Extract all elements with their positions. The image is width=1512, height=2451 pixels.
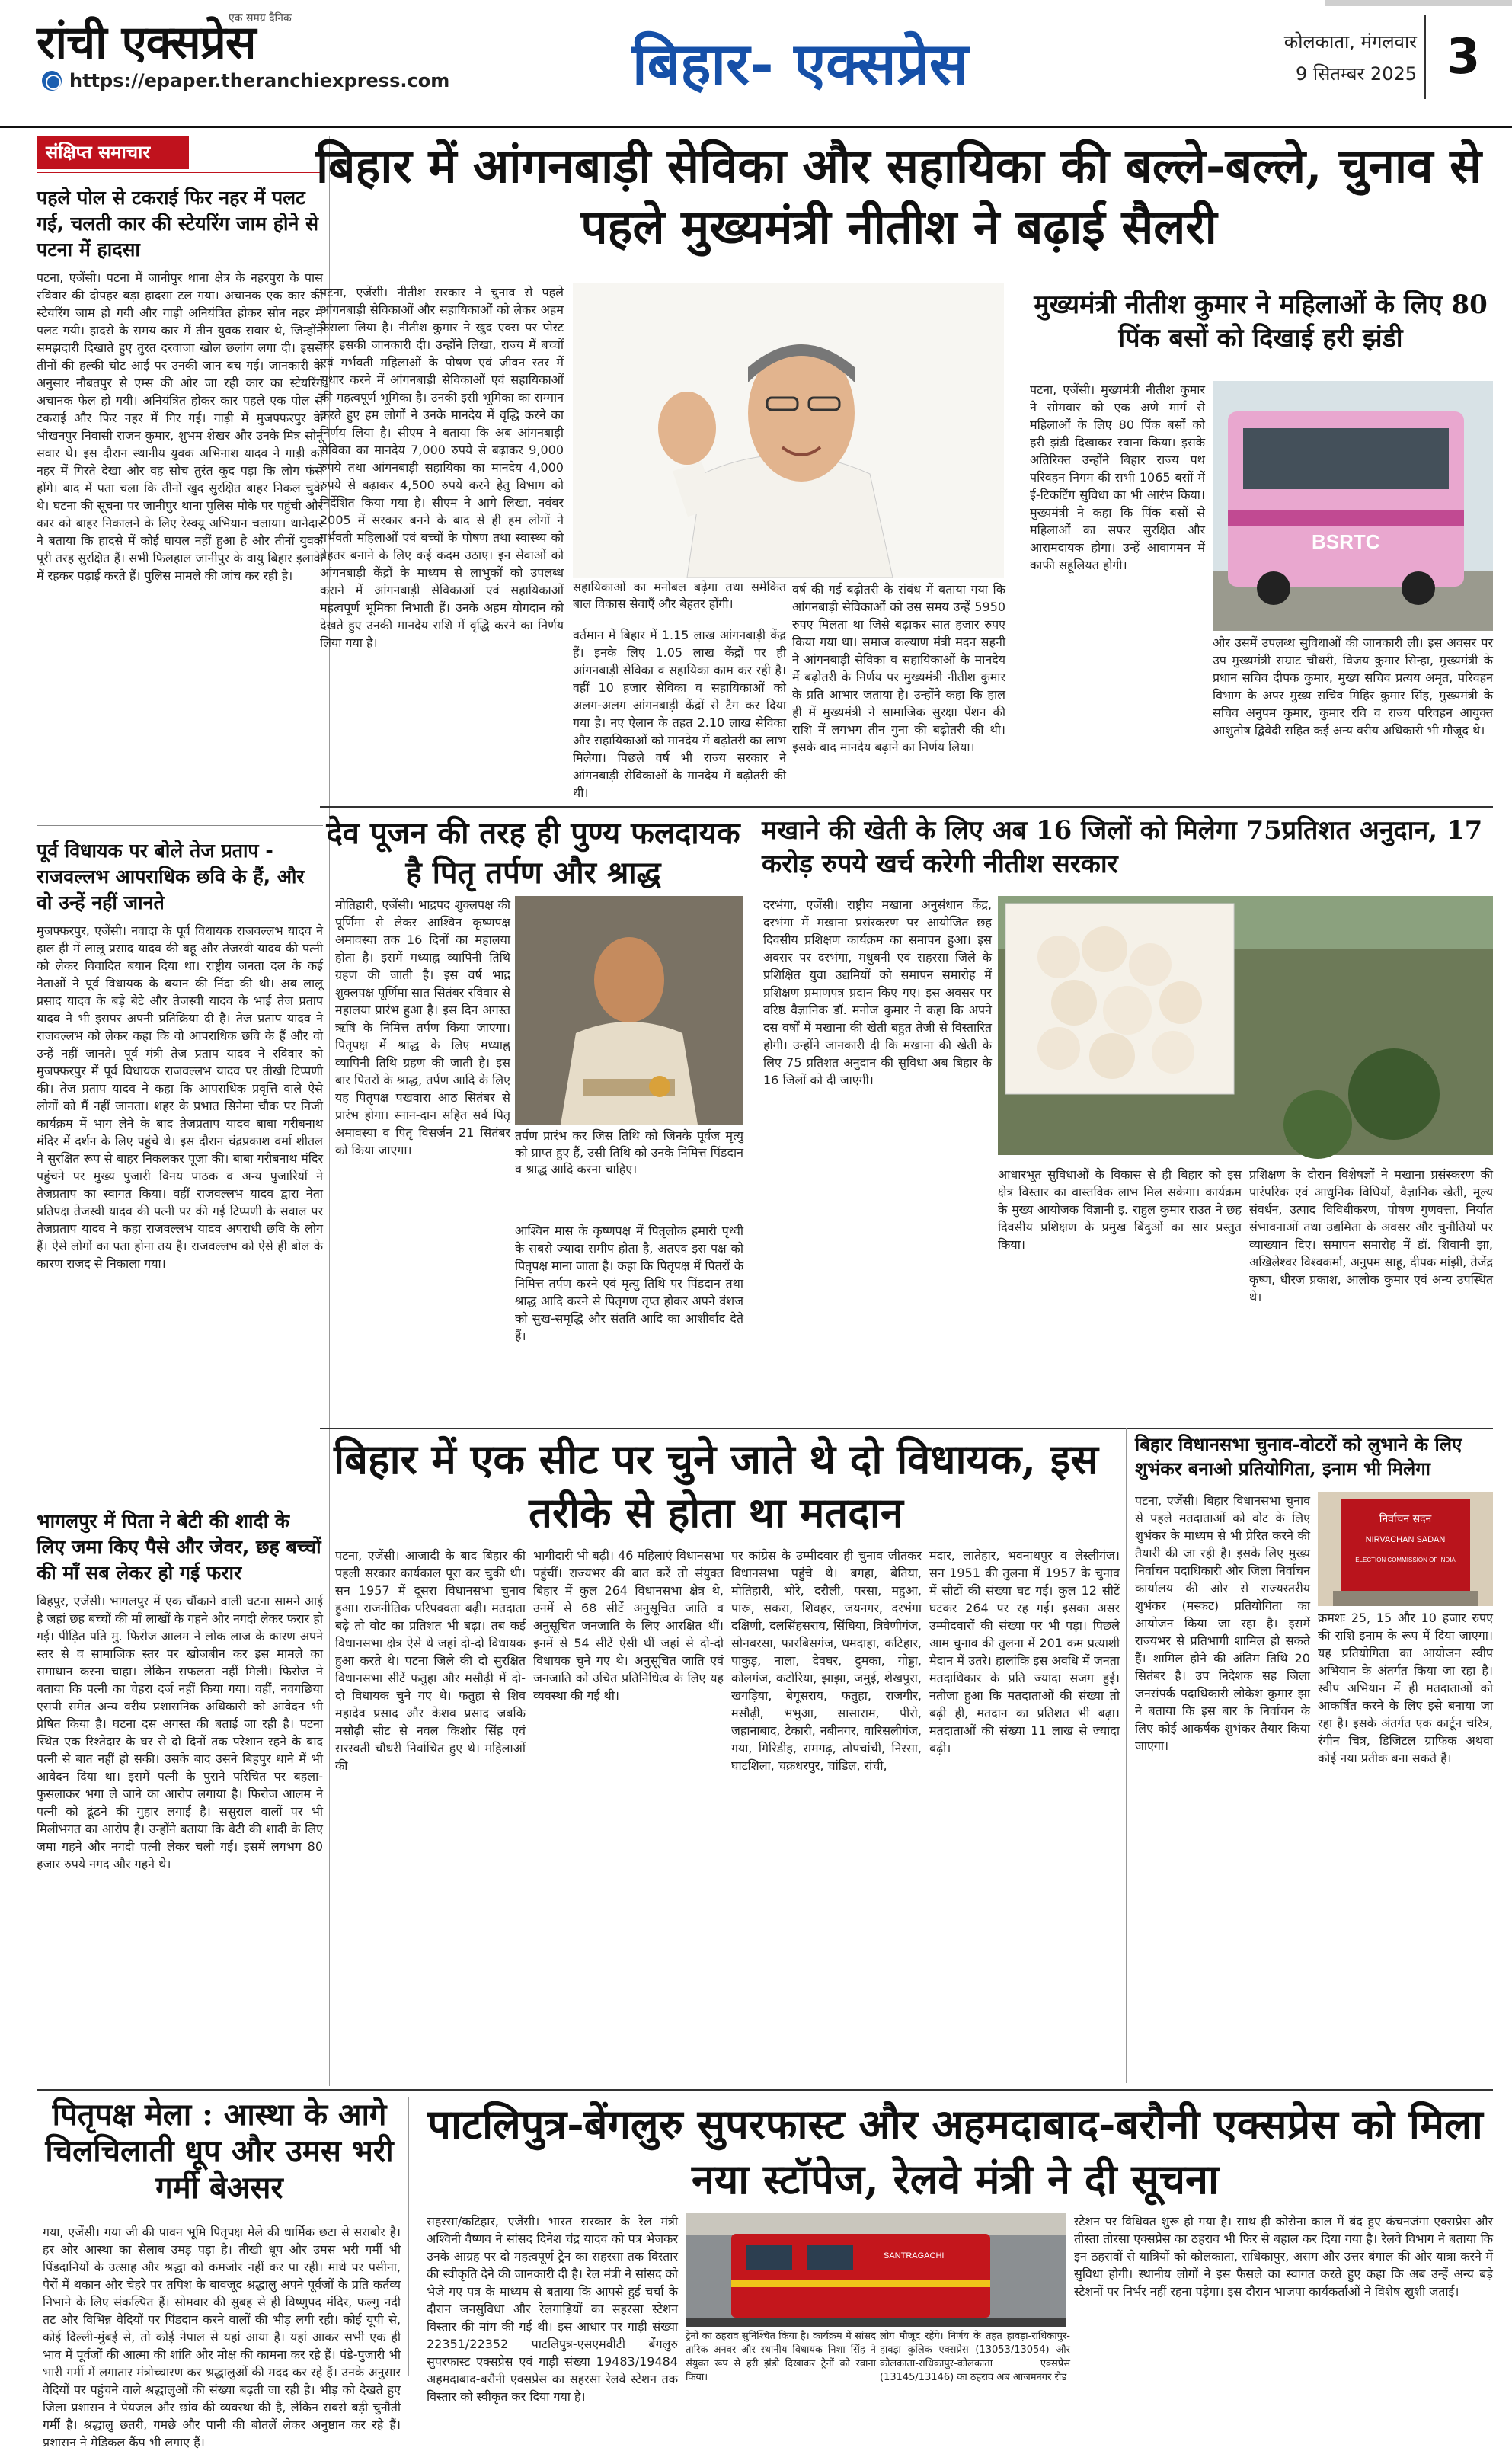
makhana-photo: [998, 896, 1493, 1155]
pink-bus-photo: [1213, 381, 1493, 631]
tarpan-photo: [515, 896, 743, 1125]
sign-sadan: NIRVACHAN SADAN: [1365, 1535, 1446, 1544]
brief-body: मुजफ्फरपुर, एजेंसी। नवादा के पूर्व विधायक राजवल्लभ यादव ने हाल ही में लालू प्रसाद यादव की बहू और तेजस्वी यादव की पत्नी को लेकर विवादित बयान दिया था। राष्ट्रीय जनता दल के कई नेताओं ने पूर्व विधायक के बयान की निंदा की थी। अब लालू प्रसाद यादव के बड़े बेटे और तेजस्वी यादव के भाई तेज प्रताप यादव ने भी इसपर अपनी प्रतिक्रिया दी है। तेज प्रताप यादव ने राजवल्लभ को लेकर कहा कि वो आपराधिक छवि के हैं और वो उन्हें नहीं जानते। पूर्व मंत्री तेज प्रताप यादव ने रविवार को मुजफ्फरपुर में पूर्व विधायक राजवल्लभ यादव पर तीखी टिप्पणी की। तेज प्रताप यादव ने कहा कि आपराधिक प्रवृत्ति वाले ऐसे लोगों को मैं नहीं जानता। शहर के प्रभात सिनेमा चौक पर निजी कार्यक्रम में भाग लेने के बाद तेजप्रताप यादव बाबा गरीबनाथ मंदिर में दर्शन के लिए पहुंचे थे। इस दौरान चंद्रप्रकाश वर्मा शीतल ने सुरक्षित रूप से बाहर निकलकर पूजा की। बाबा गरीबनाथ मंदिर पहुंचने पर मुख्य पुजारी विनय पाठक व अन्य पुजारियों ने तेजप्रताप का स्वागत किया। वहीं राजवल्लभ यादव द्वारा नेता प्रतिपक्ष तेजस्वी यादव की पत्नी पर की गई टिप्पणी के सवाल पर तेजप्रताप यादव ने कहा राजवल्लभ यादव अपराधी छवि के लोग हैं। ऐसे लोगों का पता होना तय है। राजवल्लभ को ऐसे ही बोल के कारण राजद से निकाला गया।: [37, 923, 323, 1271]
rail-col1: सहरसा/कटिहार, एजेंसी। भारत सरकार के रेल मंत्री अश्विनी वैष्णव ने सांसद दिनेश चंद्र यादव को पत्र भेजकर उनके आग्रह पर दो महत्वपूर्ण ट्रेन का सहरसा तक विस्तार की स्वीकृति देने की जानकारी दी है। रेल मंत्री ने सांसद को भेजे गए पत्र के माध्यम से बताया कि आपसे हुई चर्चा के दौरान जनसुविधा और रेलगाड़ियों का सहरसा स्टेशन विस्तार की मांग की गई थी। इस आधार पर गाड़ी संख्या 22351/22352 पाटलिपुत्र-एसएमवीटी बेंगलुरु सुपरफास्ट एक्सप्रेस एवं गाड़ी संख्या 19483/19484 अहमदाबाद-बरौनी एक्सप्रेस का सहरसा रेलवे स्टेशन तक विस्तार को स्वीकृत कर दिया गया है।: [427, 2214, 678, 2404]
loco-label: SANTRAGACHI: [884, 2251, 945, 2261]
top-story-col1: पटना, एजेंसी। नीतीश सरकार ने चुनाव से पहले आंगनबाड़ी सेविकाओं और सहायिकाओं को लेकर अहम फैसला लिया है। नीतीश कुमार ने खुद एक्स पर पोस्ट कर इसकी जानकारी दी। उन्होंने लिखा, राज्य में बच्चों एवं गर्भवती महिलाओं के पोषण एवं जीवन स्तर में सुधार करने में आंगनबाड़ी सेविकाओं एवं सहायिकाओं की महत्वपूर्ण भूमिका है। उनकी इसी भूमिका का सम्मान करते हुए हम लोगों ने उनके मानदेय में वृद्धि करने का निर्णय लिया है। सीएम ने बताया कि अब आंगनबाड़ी सेविका का मानदेय 7,000 रुपये से बढ़ाकर 9,000 रुपये तथा आंगनबाड़ी सहायिका का मानदेय 4,000 रुपये से बढ़ाकर 4,500 रुपये करने हेतु विभाग को निर्देशित किया गया है। सीएम ने आगे लिखा, नवंबर 2005 में सरकार बनने के बाद से ही हम लोगों ने गर्भवती महिलाओं एवं बच्चों के पोषण तथा स्वास्थ्य को बेहतर बनाने के लिए कई कदम उठाए। इन सेवाओं को आंगनबाड़ी केंद्रों के माध्यम से लाभुकों को उपलब्ध कराने में आंगनबाड़ी सेविकाओं एवं सहायिकाओं महत्वपूर्ण भूमिका निभाती हैं। उनके अहम योगदान को देखते हुए उनकी मानदेय राशि में वृद्धि करने का निर्णय लिया गया है।: [320, 285, 564, 650]
makhana-col3: प्रशिक्षण के दौरान विशेषज्ञों ने मखाना प्रसंस्करण की पारंपरिक एवं आधुनिक विधियों, वैज्ञानिक खेती, मूल्य संवर्धन, उत्पाद विविधीकरण, पोषण गुणवत्ता, निर्यात संभावनाओं तथा उद्यमिता के अवसर और चुनौतियों पर व्याख्यान दिए। समापन समारोह में डॉ. शिवानी झा, अखिलेश्वर विश्वकर्मा, अनुपम साहू, दीपक मांझी, तेजेंद्र कृष्ण, धीरज प्रकाश, आलोक कुमार एवं अन्य उपस्थित थे।: [1249, 1167, 1493, 1304]
quiz-headline[interactable]: बिहार विधानसभा चुनाव-वोटरों को लुभाने के लिए शुभंकर बनाओ प्रतियोगिता, इनाम भी मिलेगा: [1135, 1433, 1462, 1480]
bus-story-col1: पटना, एजेंसी। मुख्यमंत्री नीतीश कुमार ने सोमवार को एक अणे मार्ग से महिलाओं के लिए 80 पिंक बसों को हरी झंडी दिखाकर रवाना किया। इसके अतिरिक्त उन्होंने बिहार राज्य पथ परिवहन निगम की सभी 1065 बसों में ई-टिकटिंग सुविधा का भी आरंभ किया। मुख्यमंत्री ने कहा कि पिंक बसों से महिलाओं का सफर सुरक्षित और आरामदायक होगा। उन्हें आवागमन में काफी सहूलियत होगी।: [1030, 382, 1205, 572]
section-title: बिहार- एक्सप्रेस: [632, 30, 969, 98]
column-divider: [1126, 1428, 1127, 2083]
cm-photo: [573, 283, 1004, 578]
train-photo: [686, 2213, 1066, 2327]
train-illustration: [686, 2213, 1066, 2327]
section-rule: [320, 1428, 1493, 1429]
pitru-col1: मोतिहारी, एजेंसी। भाद्रपद शुक्लपक्ष की पूर्णिमा से लेकर आश्विन कृष्णपक्ष अमावस्या तक 16 दिनों का महालया होता है। इसमें मध्याह्न व्यापिनी तिथि ग्रहण की जाती है। इस वर्ष भाद्र शुक्लपक्ष पूर्णिमा सात सितंबर रविवार से महालया प्रारंभ हुआ है। इस दिन अगस्त ऋषि के निमित्त तर्पण किया जाएगा। पितृपक्ष में श्राद्ध के लिए मध्याह्न व्यापिनी तिथि ग्रहण की जाती है। इस बार पितरों के श्राद्ध, तर्पण आदि के लिए यह पितृपक्ष पखवारा आठ सितंबर से प्रारंभ होगा। स्नान-दान सहित सर्व पितृ अमावस्या व पितृ विसर्जन 21 सितंबर को किया जाएगा।: [335, 898, 510, 1157]
sign-hindi: निर्वाचन सदन: [1379, 1513, 1432, 1525]
globe-icon: [42, 71, 62, 91]
quiz-col1: पटना, एजेंसी। बिहार विधानसभा चुनाव से पहले मतदाताओं को वोट के लिए शुभंकर के माध्यम से भी प्रेरित करने की तैयारी की जा रही है। इसके लिए मुख्य निर्वाचन पदाधिकारी और जिला निर्वाचन कार्यालय की ओर से राज्यस्तरीय शुभंकर (मस्कट) प्रतियोगिता का आयोजन किया जा रहा है। इसमें राज्यभर से प्रतिभागी शामिल हो सकते हैं। शामिल होने की अंतिम तिथि 20 सितंबर है। उप निदेशक सह जिला जनसंपर्क पदाधिकारी लोकेश कुमार झा ने बताया कि इस बार के निर्वाचन के लिए कोई आकर्षक शुभंकर तैयार किया जाएगा।: [1135, 1493, 1310, 1753]
rail-col2: स्टेशन पर विधिवत शुरू हो गया है। साथ ही कोरोना काल में बंद हुए कंचनजंगा एक्सप्रेस और तीस्ता तोरसा एक्सप्रेस का ठहराव भी फिर से बहाल कर दिया गया है। रेलवे विभाग ने बताया कि इन ठहरावों से यात्रियों को कोलकाता, राधिकापुर, असम और उत्तर बंगाल की ओर यात्रा करने में सुविधा होगी। स्थानीय लोगों ने इस फैसले का स्वागत करते हुए कहा कि अब उन्हें अन्य बड़े स्टेशनों पर निर्भर नहीं रहना पड़ेगा। इस दौरान भाजपा कार्यकर्ताओं ने विशेष खुशी जताई।: [1074, 2214, 1493, 2299]
section-rule: [37, 2089, 1493, 2091]
top-story-headline[interactable]: बिहार में आंगनबाड़ी सेविका और सहायिका की बल्ले-बल्ले, चुनाव से पहले मुख्यमंत्री नीतीश ने बढ़ाई सैलरी: [315, 138, 1482, 254]
logo-tagline: एक समग्र दैनिक: [229, 12, 292, 24]
dateline: [1280, 26, 1417, 90]
briefs-label: संक्षिप्त समाचार: [37, 136, 189, 169]
makhana-col1: दरभंगा, एजेंसी। राष्ट्रीय मखाना अनुसंधान केंद्र, दरभंगा में मखाना प्रसंस्करण पर आयोजित छह दिवसीय प्रशिक्षण कार्यक्रम का समापन हुआ। इस अवसर पर दरभंगा, मधुबनी एवं सहरसा जिले के प्रशिक्षित युवा उद्यमियों को समापन समारोह में प्रशिक्षण प्रमाणपत्र प्रदान किए गए। इस अवसर पर वरिष्ठ वैज्ञानिक डॉ. मनोज कुमार ने कहा कि अपने दस वर्षों में मखाना की खेती बहुत तेजी से विस्तारित होगी। उन्होंने जानकारी दी कि मखाना की खेती के लिए 75 प्रतिशत अनुदान की सुविधा अब बिहार के 16 जिलों को दी जाएगी।: [763, 898, 992, 1087]
election-col3: पर कांग्रेस के उम्मीदवार ही चुनाव जीतकर विधानसभा पहुंचे थे। बगहा, बेतिया, मोतिहारी, भोरे, दरौली, परसा, महुआ, पारू, सकरा, शिवहर, जयनगर, दरभंगा दक्षिणी, दलसिंहसराय, सिंघिया, त्रिवेणीगंज, सोनबरसा, फारबिसगंज, धमदाहा, कटिहार, पाकुड़, नाला, देवघर, दुमका, गोड्डा, कोलगंज, कटोरिया, झाझा, जमुई, शेखपुरा, खगड़िया, बेगूसराय, फतुहा, राजगीर, मसौढ़ी, भभुआ, सासाराम, पीरो, जहानाबाद, टेकारी, नबीनगर, वारिसलीगंज, गया, गिरिडीह, रामगढ़, तोपचांची, निरसा, घाटशिला, चक्रधरपुर, चांडिल, रांची,: [731, 1548, 922, 1773]
page-tab-bar: [1325, 0, 1512, 6]
mela-body: गया, एजेंसी। गया जी की पावन भूमि पितृपक्ष मेले की धार्मिक छटा से सराबोर है। हर ओर आस्था का सैलाब उमड़ पड़ा है। तीखी धूप और उमस भरी गर्मी भी पिंडदानियों के उत्साह और श्रद्धा को कमजोर नहीं कर पा रही। माथे पर पसीना, पैरों में थकान और चेहरे पर तपिश के बावजूद श्रद्धालु अपने पूर्वजों के प्रति कर्तव्य निभाने के लिए संकल्पित हैं। सोमवार की सुबह से ही विष्णुपद मंदिर, फल्गु नदी तट और विभिन्न वेदियों पर पिंडदान करने वालों की भीड़ लगी रही। कोई यूपी से, कोई दिल्ली-मुंबई से, तो कोई नेपाल से यहां आया है। यहां आकर सभी एक ही भाव में पूर्वजों की आत्मा की शांति और मोक्ष की कामना कर रहे हैं। पंडे-पुजारी भी भारी गर्मी में लगातार मंत्रोच्चारण कर श्रद्धालुओं की मदद कर रहे हैं। उनके अनुसार वेदियों पर पहुंचने वाले श्रद्धालुओं की संख्या बढ़ती जा रही है। भीड़ को देखते हुए जिला प्रशासन ने पेयजल और छांव की व्यवस्था की है, लेकिन सबसे बड़ी चुनौती गर्मी है। श्रद्धालु छतरी, गमछे और पानी की बोतलें लेकर अनुष्ठान कर रहे हैं। प्रशासन ने मेडिकल कैंप भी लगाए हैं।: [43, 2225, 401, 2449]
cm-portrait-illustration: [573, 283, 1004, 578]
brief-item: [37, 185, 323, 825]
election-headline[interactable]: बिहार में एक सीट पर चुने जाते थे दो विधायक, इस तरीके से होता था मतदान: [334, 1435, 1098, 1537]
pitru-photo-caption: तर्पण प्रारंभ कर जिस तिथि को जिनके पूर्वज मृत्यु को प्राप्त हुए हैं, उसी तिथि को उनके निमित्त पिंडदान व श्राद्ध आदि करना चाहिए।: [515, 1128, 743, 1176]
election-commission-illustration: [1318, 1492, 1493, 1606]
masthead: [0, 0, 1512, 128]
top-story-col3: वर्ष की गई बढ़ोतरी के संबंध में बताया गया कि आंगनबाड़ी सेविकाओं को उस समय उन्हें 5950 रुपए मिलता था जिसे बढ़ाकर सात हजार रुपए किया गया था। समाज कल्याण मंत्री मदन सहनी ने आंगनबाड़ी सेविका व सहायिकाओं के मानदेय में बढ़ोतरी के निर्णय पर मुख्यमंत्री नीतीश कुमार के प्रति आभार जताया है। उन्होंने कहा कि हाल ही में मुख्यमंत्री ने सामाजिक सुरक्षा पेंशन की राशि में लगभग तीन गुना की बढ़ोतरी की थी। इसके बाद मानदेय बढ़ाने का निर्णय लिया।: [792, 582, 1005, 754]
pink-bus-illustration: [1213, 381, 1493, 631]
brief-item: [37, 825, 323, 1496]
rail-photo-caption: ट्रेनों का ठहराव सुनिश्चित किया है। कार्यक्रम में सांसद तारिक अनवर और स्थानीय विधायक निशा सिंह ने संयुक्त रूप से हरी झंडी दिखाकर ट्रेनों को रवाना किया।: [686, 2331, 876, 2383]
top-story-col2: वर्तमान में बिहार में 1.15 लाख आंगनबाड़ी केंद्र हैं। इनके लिए 1.05 लाख केंद्रों पर ही आंगनबाड़ी सेविका व सहायिका काम कर रही है। वहीं 10 हजार सेविका व सहायिकाओं को अलग-अलग आंगनबाड़ी केंद्रों से टैग कर दिया गया है। नए ऐलान के तहत 2.10 लाख सेविका और सहायिकाओं को मानदेय में बढ़ोतरी का लाभ मिलेगा। पिछले वर्ष भी राज्य सरकार ने आंगनबाड़ी सेविकाओं के मानदेय में बढ़ोतरी की थी।: [573, 628, 786, 800]
rail-photo-caption-2: लोग मौजूद रहेंगे। निर्णय के तहत हावड़ा-राधिकापुर-हावड़ा कुलिक एक्सप्रेस (13053/13054) और कोलकाता-राधिकापुर-कोलकाता एक्सप्रेस (13145/13146) का ठहराव अब आजमनगर रोड: [880, 2331, 1070, 2383]
mela-headline[interactable]: पितृपक्ष मेला : आस्था के आगे चिलचिलाती धूप और उमस भरी गर्मी बेअसर: [45, 2097, 394, 2206]
election-commission-photo: [1318, 1492, 1493, 1606]
makhana-illustration: [998, 896, 1493, 1155]
bus-story-col2: और उसमें उपलब्ध सुविधाओं की जानकारी ली। इस अवसर पर उप मुख्यमंत्री सम्राट चौधरी, विजय कुमार सिन्हा, मुख्यमंत्री के प्रधान सचिव दीपक कुमार, मुख्य सचिव प्रत्यय अमृत, परिवहन विभाग के अपर मुख्य सचिव मिहिर कुमार सिंह, मुख्यमंत्री के सचिव अनुपम कुमार, कुमार रवि व राज्य परिवहन आयुक्त आशुतोष द्विवेदी सहित कई अन्य वरीय अधिकारी भी मौजूद थे।: [1213, 635, 1493, 738]
city-day: कोलकाता, मंगलवार: [1283, 31, 1417, 53]
issue-date: 9 सितम्बर 2025: [1295, 63, 1417, 85]
column-divider: [408, 2097, 409, 2376]
top-story-photo-caption: सहायिकाओं का मनोबल बढ़ेगा तथा समेकित बाल विकास सेवाएँ और बेहतर होंगी।: [573, 580, 786, 611]
election-col2: भागीदारी भी बढ़ी। 46 महिलाएं विधानसभा पहुंचीं। राज्यभर की बात करें तो संयुक्त बिहार में कुल 264 विधानसभा क्षेत्र थे, उनमें से 68 सीटें अनुसूचित जाति व अनुसूचित जनजाति के लिए आरक्षित थीं। इनमें से 54 सीटें ऐसी थीं जहां से दो-दो विधायक चुने गए थे। अनुसूचित जाति एवं जनजाति को उचित प्रतिनिधित्व के लिए यह व्यवस्था की गई थी।: [533, 1548, 724, 1703]
section-rule: [320, 806, 1493, 808]
epaper-url-text[interactable]: https://epaper.theranchiexpress.com: [69, 70, 450, 91]
brief-body: बिहपुर, एजेंसी। भागलपुर में एक चौंकाने वाली घटना सामने आई है जहां छह बच्चों की माँ लाखों के गहने और नगदी लेकर फरार हो गई। पीड़ित पति मु. फिरोज आलम ने लोक लाज के कारण अपने स्तर से व सामाजिक स्तर पर खोजबीन कर इस मामले का समाधान करना चाहा। लेकिन सफलता नहीं मिली। फिरोज ने बताया कि पत्नी का चेहरा दर्ज नहीं किया गया। वहीं, नवगछिया एसपी समेत अन्य वरीय प्रशासनिक अधिकारी को आवेदन भी प्रेषित किया है। घटना दस अगस्त की बताई जा रही है। पटना स्थित एक रिश्तेदार के घर से दो दिनों तक परेशान रहने के बाद पत्नी से बात नहीं हो सकी। उसके बाद उसने बिहपुर थाने में भी आवेदन दिया था। इसमें पत्नी के पुराने परिचित पर बहला-फुसलाकर भगा ले जाने का आरोप लगाया है। फिरोज आलम ने पत्नी को ढूंढने की गुहार लगाई है। ससुराल वालों पर भी मिलीभगत का आरोप है। उन्होंने बताया कि बेटी की शादी के लिए जमा गहने और नगदी पत्नी लेकर चली गई। इसमें लगभग 80 हजार रुपये नगद और गहने थे।: [37, 1594, 323, 1871]
bus-label: BSRTC: [1312, 530, 1380, 553]
brief-headline[interactable]: पूर्व विधायक पर बोले तेज प्रताप - राजवल्लभ आपराधिक छवि के हैं, और वो उन्हें नहीं जानते: [37, 840, 305, 914]
brief-headline[interactable]: पहले पोल से टकराई फिर नहर में पलट गई, चलती कार की स्टेयरिंग जाम होने से पटना में हादसा: [37, 187, 318, 261]
quiz-col2: क्रमशः 25, 15 और 10 हजार रुपए की राशि इनाम के रूप में दिया जाएगा। यह प्रतियोगिता का आयोजन स्वीप अभियान के अंतर्गत किया जा रहा है। स्वीप अभियान में ही मतदाताओं को आकर्षित करने के लिए इसे बनाया जा रहा है। इसके अंतर्गत एक कार्टून चरित्र, रंगीन चित्र, डिजिटल ग्राफिक अथवा कोई नया प्रतीक बना सकते हैं।: [1318, 1611, 1493, 1765]
rail-headline[interactable]: पाटलिपुत्र-बेंगलुरु सुपरफास्ट और अहमदाबाद-बरौनी एक्सप्रेस को मिला नया स्टॉपेज, रेलवे मंत्री ने दी सूचना: [427, 2100, 1483, 2203]
page-number: 3: [1424, 15, 1501, 99]
briefs-rule: [37, 171, 323, 173]
makhana-col2: आधारभूत सुविधाओं के विकास से ही बिहार को इस क्षेत्र विस्तार का वास्तविक लाभ मिल सकेगा। कार्यक्रम के मुख्य आयोजक विज्ञानी इ. राहुल कुमार राउत ने छह दिवसीय प्रशिक्षण के प्रमुख बिंदुओं का सार प्रस्तुत किया।: [998, 1167, 1242, 1252]
election-col4: मंदार, लातेहार, भवनाथपुर व लेस्लीगंज। सन 1951 की तुलना में 1957 के चुनाव में सीटों की संख्या घट गई। कुल 12 सीटें घटकर 264 पर रह गईं। इसका असर उम्मीदवारों की संख्या पर भी पड़ा। पिछले आम चुनाव की तुलना में 201 कम प्रत्याशी मैदान में उतरे। हालांकि इस अवधि में जनता मतदाधिकार के प्रति ज्यादा सजग हुई। नतीजा हुआ कि मतदाताओं की संख्या तो बढ़ी ही, मतदान का प्रतिशत भी बढ़ा। मतदाताओं की संख्या 11 लाख से ज्यादा बढ़ी।: [929, 1548, 1120, 1755]
election-col1: पटना, एजेंसी। आजादी के बाद बिहार की पहली सरकार कार्यकाल पूरा कर चुकी थी। सन 1957 में दूसरा विधानसभा चुनाव हुआ। राजनीतिक परिपक्वता बढ़ी। मतदाता बढ़े तो वोट का प्रतिशत भी बढ़ा। तब कई विधानसभा क्षेत्र ऐसे थे जहां दो-दो विधायक हुआ करते थे। पटना जिले की दो सुरक्षित विधानसभा सीटें फतुहा और मसौढ़ी में दो-दो विधायक चुने गए थे। फतुहा से शिव महादेव प्रसाद और केशव प्रसाद जबकि मसौढ़ी सीट से नवल किशोर सिंह एवं सरस्वती चौधरी निर्वाचित हुए थे। महिलाओं की: [335, 1548, 526, 1773]
newspaper-logo: रांची एक्सप्रेस: [37, 16, 256, 69]
brief-item: [37, 1496, 323, 2021]
briefs-column: [37, 136, 323, 2376]
makhana-headline[interactable]: मखाने की खेती के लिए अब 16 जिलों को मिलेगा 75प्रतिशत अनुदान, 17 करोड़ रुपये खर्च करेगी नीतीश सरकार: [762, 815, 1483, 879]
tarpan-illustration: [515, 896, 743, 1125]
brief-headline[interactable]: भागलपुर में पिता ने बेटी की शादी के लिए जमा किए पैसे और जेवर, छह बच्चों की माँ सब लेकर हो गई फरार: [37, 1510, 321, 1584]
epaper-url[interactable]: [42, 70, 449, 91]
pitru-col2: आश्विन मास के कृष्णपक्ष में पितृलोक हमारी पृथ्वी के सबसे ज्यादा समीप होता है, अतएव इस पक्ष को पितृपक्ष माना जाता है। कहा कि पितृपक्ष में पितरों के निमित्त तर्पण करने एवं मृत्यु तिथि पर पिंडदान तथा श्राद्ध आदि करने से पितृगण तृप्त होकर अपने वंशज को सुख-समृद्धि और संतति आदि का आशीर्वाद देते हैं।: [515, 1224, 743, 1343]
bus-story-headline[interactable]: मुख्यमंत्री नीतीश कुमार ने महिलाओं के लिए 80 पिंक बसों को दिखाई हरी झंडी: [1034, 290, 1488, 354]
brief-body: पटना, एजेंसी। पटना में जानीपुर थाना क्षेत्र के नहरपुरा के पास रविवार की दोपहर बड़ा हादसा टल गया। अचानक एक कार की स्टेयरिंग जाम हो गयी और गाड़ी अनियंत्रित होकर सोन नहर में पलट गयी। हादसे के समय कार में तीन युवक सवार थे, जिन्होंने समझदारी दिखाते हुए तुरत दरवाजा खोल छलांग लगा दी। इससे तीनों की हल्की चोट आई पर उनकी जान बच गई। जानकारी के अनुसार नौबतपुर से एम्स की ओर जा रही कार का स्टेयरिंग अचानक फेल हो गयी। अनियंत्रित होकर कार पहले एक पोल से टकराई और फिर नहर में गिर गई। गाड़ी में मुजफ्फरपुर के भीखनपुर निवासी राजन कुमार, शुभम शेखर और उनके मित्र सोनू सवार थे। इस दौरान स्थानीय युवक अभिनाश यादव ने गाड़ी को नहर में गिरते देखा और वह सोच तुरंत कूद पड़ा कि लोग फंसे होंगे। बाद में पता चला कि तीनों खुद सुरक्षित बाहर निकल चुके थे। घटना की सूचना पर जानीपुर थाना पुलिस मौके पर पहुंची और कार को बाहर निकालने के लिए रेस्क्यू अभियान चलाया। थानेदार ने बताया कि हादसे में कोई घायल नहीं हुआ है और तीनों युवक पूरी तरह सुरक्षित हैं। सभी फिलहाल जानीपुर के वायु बिहार इलाके में रहकर पढ़ाई करते हैं। पुलिस मामले की जांच कर रही है।: [37, 270, 323, 583]
sign-eci: ELECTION COMMISSION OF INDIA: [1355, 1557, 1456, 1563]
pitru-headline[interactable]: देव पूजन की तरह ही पुण्य फलदायक है पितृ तर्पण और श्राद्ध: [326, 815, 740, 891]
